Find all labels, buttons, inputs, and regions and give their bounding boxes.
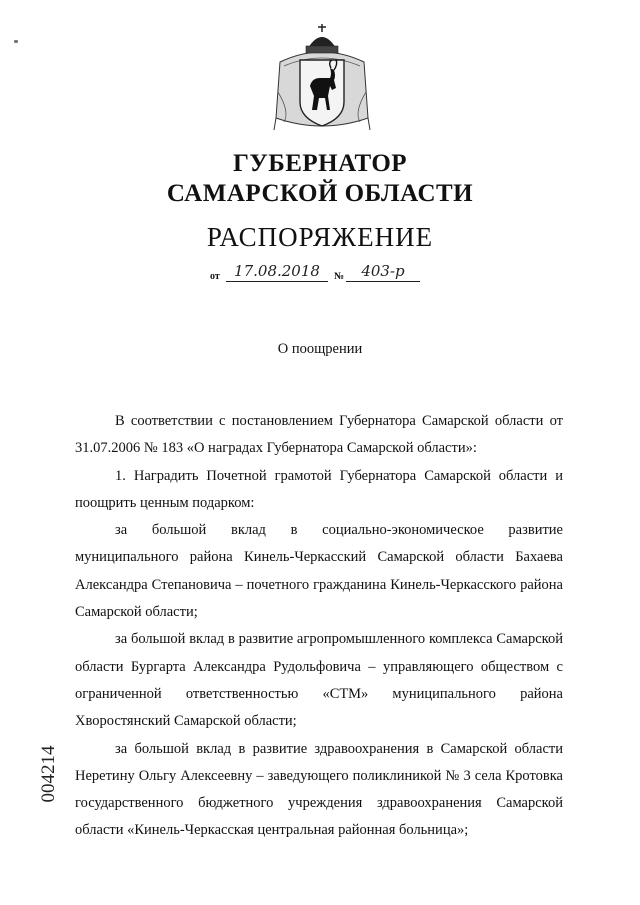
document-type-heading: РАСПОРЯЖЕНИЕ <box>206 222 434 252</box>
body-paragraph: за большой вклад в развитие здравоохранения в Самарской области Неретину Ольгу Алексеевну – заведующего поликлиникой № 3 села Кротовка государственного бюджетного учреждения здравоохранения Самарской области «Кинель-Черкасская центральная районная больница»; <box>75 740 563 839</box>
document-body <box>75 408 563 845</box>
coat-of-arms-icon <box>270 22 374 140</box>
scan-speck <box>14 40 18 43</box>
issuer-title-line1: ГУБЕРНАТОР <box>232 150 408 177</box>
handwritten-date: 17.08.2018 <box>226 262 328 282</box>
handwritten-number: 403-р <box>346 262 420 282</box>
date-number-line <box>210 262 440 284</box>
body-paragraph: за большой вклад в развитие агропромышленного комплекса Самарской области Бургарта Александра Рудольфовича – управляющего обществом с ограниченной ответственностью «СТМ» муниципального района Хворостянский Самарской области; <box>75 631 563 730</box>
stamp-number: 004214 <box>38 745 59 803</box>
issuer-title-line2: САМАРСКОЙ ОБЛАСТИ <box>166 180 474 207</box>
date-label: от <box>210 271 220 282</box>
body-paragraph: за большой вклад в социально-экономическое развитие муниципального района Кинель-Черкасский Самарской области Бахаева Александра Степановича – почетного гражданина Кинель-Черкасского района Самарской области; <box>75 522 563 621</box>
body-paragraph: В соответствии с постановлением Губернатора Самарской области от 31.07.2006 № 183 «О наградах Губернатора Самарской области»: <box>75 413 563 457</box>
document-subject: О поощрении <box>277 341 363 357</box>
margin-serial-stamp <box>34 740 64 812</box>
body-paragraph: 1. Наградить Почетной грамотой Губернатора Самарской области и поощрить ценным подарком: <box>75 467 563 511</box>
number-label: № <box>334 271 345 282</box>
